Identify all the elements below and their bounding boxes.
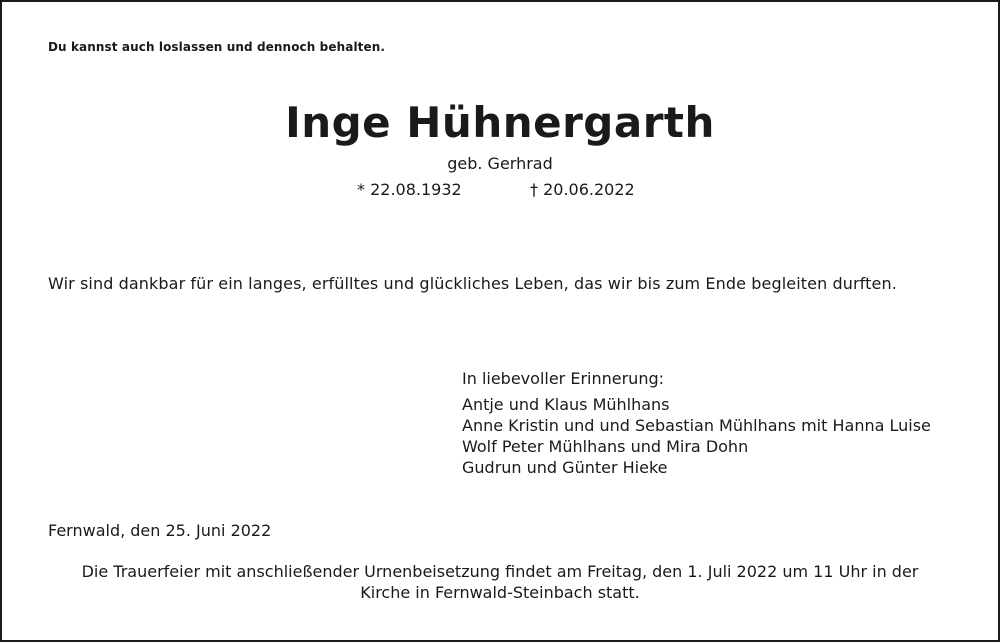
birth-name: geb. Gerhrad xyxy=(447,154,553,173)
mourner-line: Wolf Peter Mühlhans und Mira Dohn xyxy=(462,437,749,456)
memory-heading: In liebevoller Erinnerung: xyxy=(462,369,664,388)
birth-date: * 22.08.1932 xyxy=(357,180,462,199)
gratitude-text: Wir sind dankbar für ein langes, erfülltes und glückliches Leben, das wir bis zum Ende begleiten durften. xyxy=(48,274,897,293)
mourner-line: Anne Kristin und und Sebastian Mühlhans mit Hanna Luise xyxy=(462,416,931,435)
funeral-service-info xyxy=(2,561,998,603)
death-date: † 20.06.2022 xyxy=(530,180,635,199)
motto: Du kannst auch loslassen und dennoch behalten. xyxy=(48,40,386,54)
service-line: Kirche in Fernwald-Steinbach statt. xyxy=(360,583,640,602)
mourners-block xyxy=(462,368,931,478)
mourner-line: Gudrun und Günter Hieke xyxy=(462,458,668,477)
mourner-line: Antje und Klaus Mühlhans xyxy=(462,395,670,414)
deceased-name: Inge Hühnergarth xyxy=(285,98,715,147)
place-date: Fernwald, den 25. Juni 2022 xyxy=(48,521,272,540)
service-line: Die Trauerfeier mit anschließender Urnenbeisetzung findet am Freitag, den 1. Juli 2022 um 11 Uhr in der xyxy=(81,562,919,581)
